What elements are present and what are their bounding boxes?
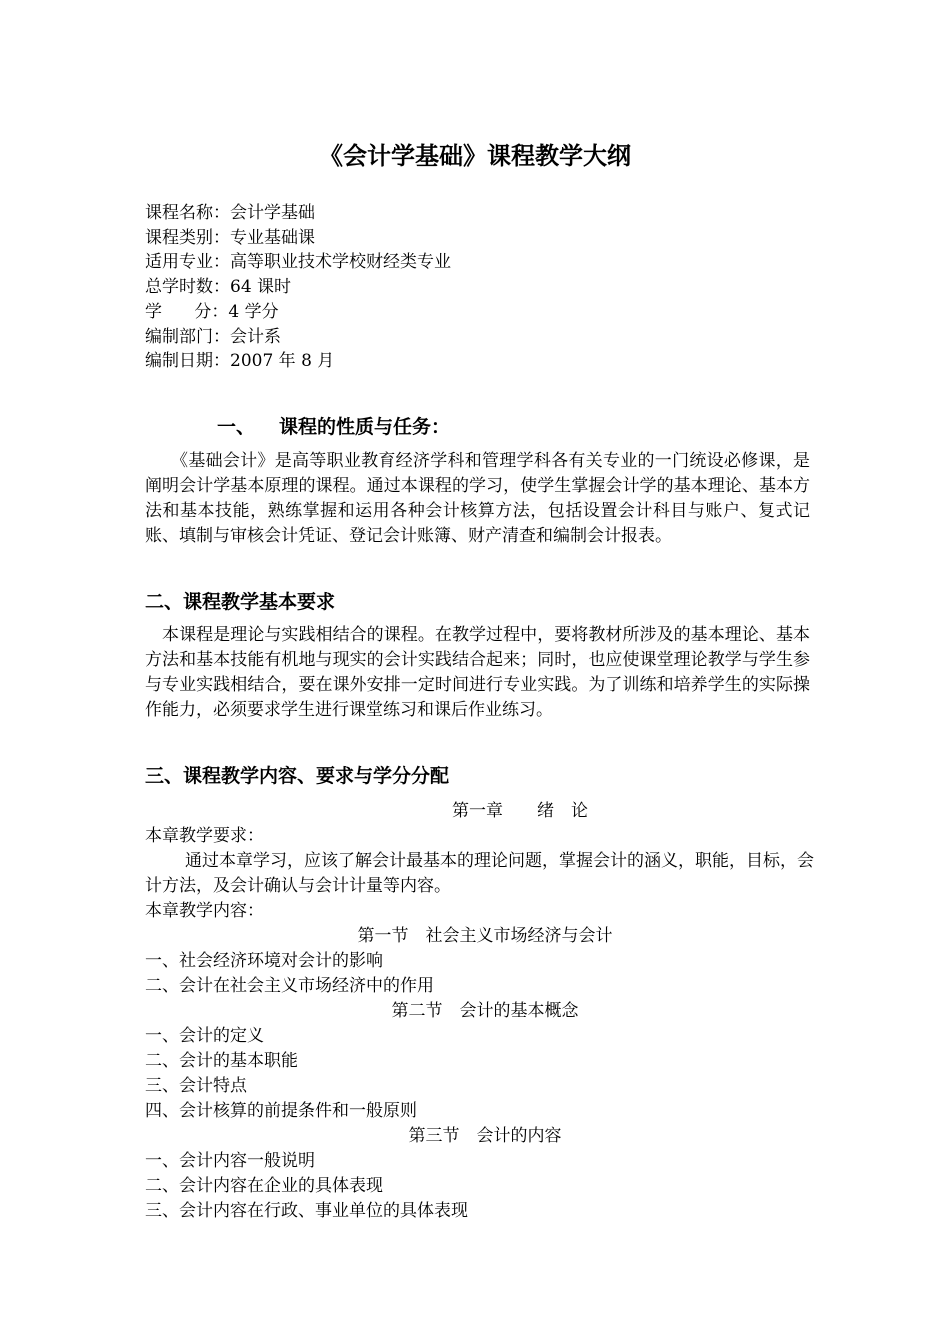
list-item: 一、会计的定义	[145, 1026, 264, 1046]
list-item: 二、会计在社会主义市场经济中的作用	[145, 976, 434, 996]
list-item: 三、会计特点	[145, 1076, 247, 1096]
list-item: 一、社会经济环境对会计的影响	[145, 951, 383, 971]
section-1-number: 一、	[217, 416, 256, 438]
chapter-1-content-label: 本章教学内容：	[145, 901, 264, 921]
section-2-heading: 二、课程教学基本要求	[145, 591, 336, 613]
chapter-1	[145, 799, 825, 1224]
list-item: 四、会计核算的前提条件和一般原则	[145, 1101, 417, 1121]
info-total-hours: 总学时数：64 课时	[145, 277, 292, 298]
info-date: 编制日期：2007 年 8 月	[145, 351, 335, 372]
chapter-1-section-1-title: 第一节 社会主义市场经济与会计	[357, 926, 613, 946]
info-course-category: 课程类别：专业基础课	[145, 227, 315, 248]
chapter-1-section-2-title: 第二节 会计的基本概念	[391, 1001, 579, 1021]
info-course-name: 课程名称：会计学基础	[145, 203, 315, 223]
list-item: 二、会计内容在企业的具体表现	[145, 1176, 383, 1196]
info-applicable-major: 适用专业：高等职业技术学校财经类专业	[145, 252, 451, 273]
section-1-heading	[217, 412, 450, 439]
section-2-body: 本课程是理论与实践相结合的课程。在教学过程中，要将教材所涉及的基本理论、基本方法和基本技能有机地与现实的会计实践结合起来；同时，也应使课堂理论教学与学生参与专业实践相结合，要在课外安排一定时间进行专业实践。为了训练和培养学生的实际操作能力，必须要求学生进行课堂练习和课后作业练习。	[145, 625, 810, 720]
list-item: 三、会计内容在行政、事业单位的具体表现	[145, 1201, 468, 1221]
document-title: 《会计学基础》课程教学大纲	[319, 142, 631, 170]
course-info-block	[145, 201, 451, 374]
section-1-title: 课程的性质与任务：	[279, 416, 451, 438]
section-1-body: 《基础会计》是高等职业教育经济学科和管理学科各有关专业的一门统设必修课，是阐明会计学基本原理的课程。通过本课程的学习，使学生掌握会计学的基本理论、基本方法和基本技能，熟练掌握和运用各种会计核算方法，包括设置会计科目与账户、复式记账、填制与审核会计凭证、登记会计账簿、财产清查和编制会计报表。	[145, 451, 810, 546]
info-credits: 学 分：4 学分	[145, 301, 279, 322]
chapter-1-title: 第一章 绪 论	[452, 801, 588, 821]
chapter-1-requirements-body: 通过本章学习，应该了解会计最基本的理论问题，掌握会计的涵义，职能，目标，会计方法，及会计确认与会计计量等内容。	[145, 851, 814, 896]
chapter-1-section-3-title: 第三节 会计的内容	[408, 1126, 562, 1146]
list-item: 一、会计内容一般说明	[145, 1151, 315, 1171]
section-3-heading: 三、课程教学内容、要求与学分分配	[145, 765, 450, 787]
chapter-1-requirements-label: 本章教学要求：	[145, 826, 264, 846]
info-department: 编制部门：会计系	[145, 326, 281, 347]
list-item: 二、会计的基本职能	[145, 1051, 298, 1071]
